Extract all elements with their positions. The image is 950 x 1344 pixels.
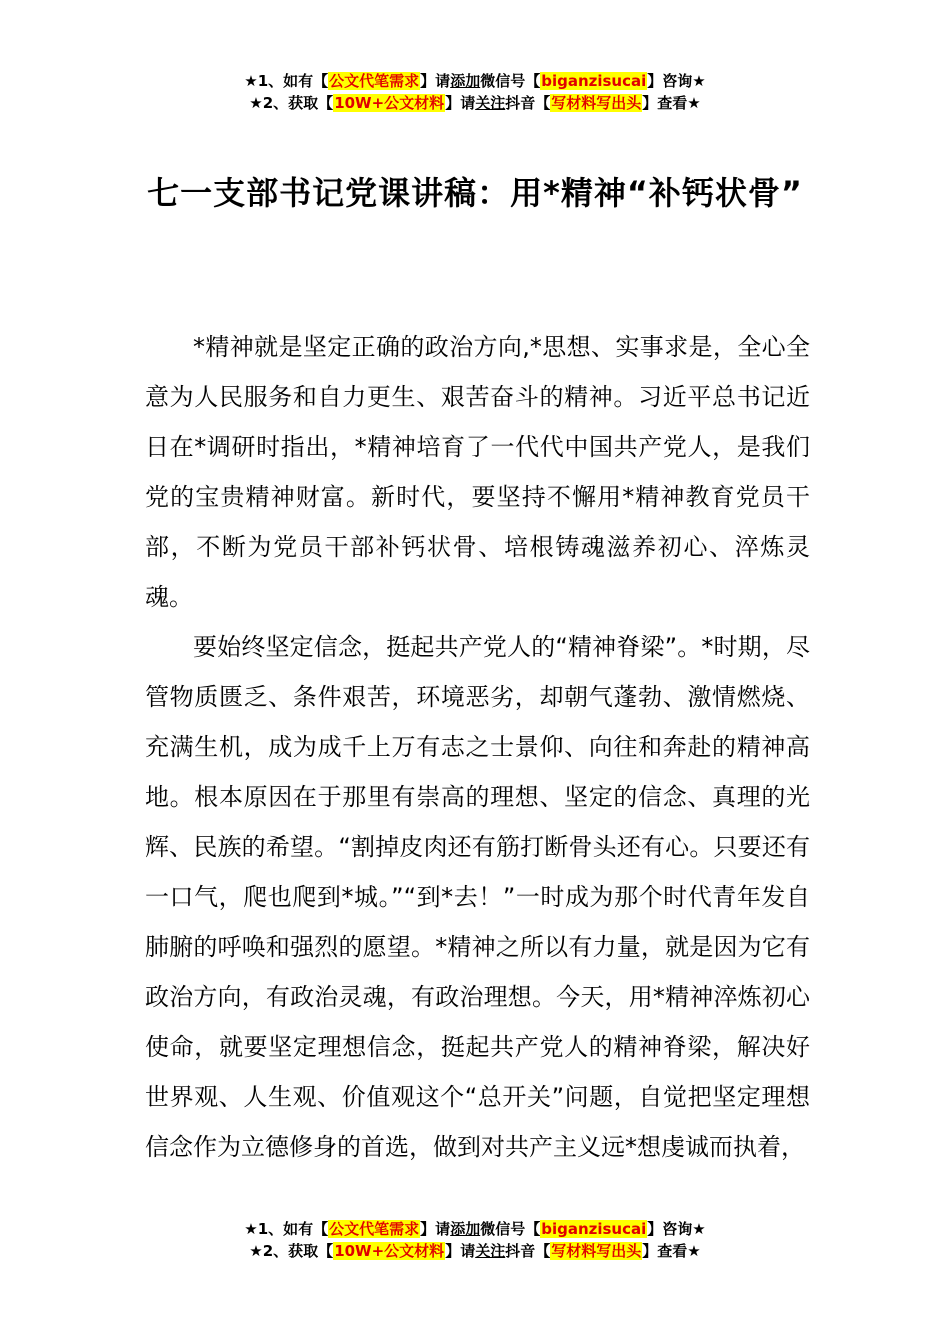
banner-text: 】请 [445,1242,476,1260]
banner-underline: 添加 [450,1220,481,1238]
banner-text: 】请 [420,1220,451,1238]
banner-text: 微信号【 [480,1220,541,1238]
header-banner [0,70,950,114]
banner-text: 抖音【 [505,1242,551,1260]
document-title: 七一支部书记党课讲稿：用*精神“补钙状骨” [147,174,803,212]
banner-line-1 [0,1218,950,1240]
paragraph: *精神就是坚定正确的政治方向,*思想、实事求是，全心全意为人民服务和自力更生、艰苦奋斗的精神。习近平总书记近日在*调研时指出，*精神培育了一代代中国共产党人，是我们党的宝贵精神财富。新时代，要坚持不懈用*精神教育党员干部，不断为党员干部补钙状骨、培根铸魂滋养初心、淬炼灵魂。 [145,333,810,611]
footer-banner [0,1218,950,1262]
banner-highlight: biganzisucai [541,1220,647,1238]
banner-highlight: 写材料写出头 [551,1242,642,1260]
banner-underline: 关注 [475,1242,506,1260]
paragraph: 要始终坚定信念，挺起共产党人的“精神脊梁”。*时期，尽管物质匮乏、条件艰苦，环境恶劣，却朝气蓬勃、激情燃烧、充满生机，成为成千上万有志之士景仰、向往和奔赴的精神高地。根本原因在于那里有崇高的理想、坚定的信念、真理的光辉、民族的希望。“割掉皮肉还有筋打断骨头还有心。只要还有一口气，爬也爬到*城。”“到*去！”一时成为那个时代青年发自肺腑的呼唤和强烈的愿望。*精神之所以有力量，就是因为它有政治方向，有政治灵魂，有政治理想。今天，用*精神淬炼初心使命，就要坚定理想信念，挺起共产党人的精神脊梁，解决好世界观、人生观、价值观这个“总开关”问题，自觉把坚定理想信念作为立德修身的首选，做到对共产主义远*想虔诚而执着， [145,633,810,1161]
banner-highlight: 公文代笔需求 [329,72,420,90]
banner-text: 】请 [420,72,451,90]
banner-highlight: biganzisucai [541,72,647,90]
banner-text: 】咨询★ [647,1220,706,1238]
banner-text: 】请 [445,94,476,112]
banner-highlight: 10W+公文材料 [334,1242,445,1260]
banner-text: 抖音【 [505,94,551,112]
banner-line-1 [0,70,950,92]
banner-text: ★1、如有【 [244,72,329,90]
banner-text: ★2、获取【 [249,94,334,112]
banner-underline: 添加 [450,72,481,90]
banner-text: 】查看★ [642,94,701,112]
banner-text: 】咨询★ [647,72,706,90]
banner-line-2 [0,1240,950,1262]
banner-line-2 [0,92,950,114]
banner-highlight: 10W+公文材料 [334,94,445,112]
banner-text: 微信号【 [480,72,541,90]
banner-text: ★1、如有【 [244,1220,329,1238]
document-body [145,322,810,1172]
banner-text: 】查看★ [642,1242,701,1260]
banner-text: ★2、获取【 [249,1242,334,1260]
banner-underline: 关注 [475,94,506,112]
banner-highlight: 写材料写出头 [551,94,642,112]
banner-highlight: 公文代笔需求 [329,1220,420,1238]
